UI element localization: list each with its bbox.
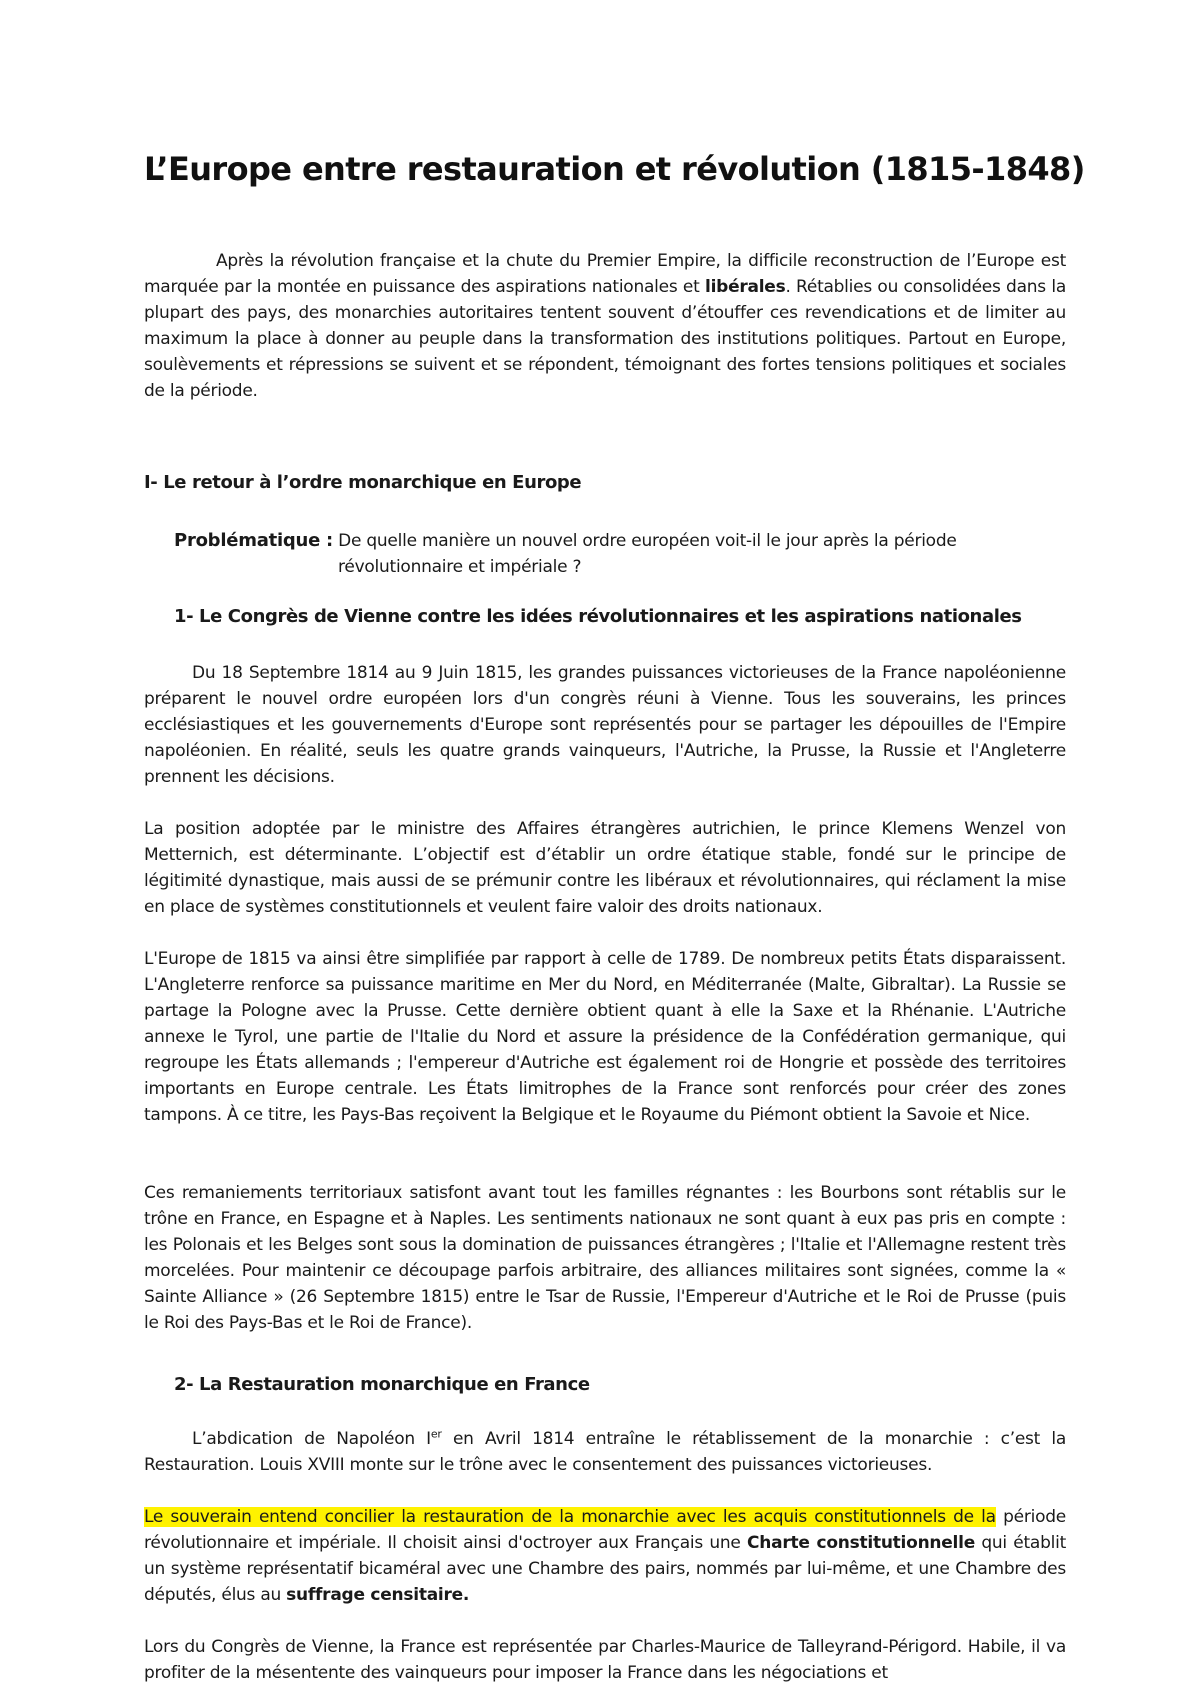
- highlighted-text: Le souverain entend concilier la restauration de la monarchie avec les acquis constitutionnels de la: [144, 1507, 996, 1527]
- restauration-text-2b: qui établit un système représentatif bicaméral avec une Chambre des pairs, nommés par lui-même, et une Chambre des députés, élus au: [144, 1533, 1066, 1605]
- document-title: L’Europe entre restauration et révolution (1815-1848): [144, 150, 1085, 188]
- problematique-label: Problématique :: [174, 530, 333, 551]
- subsection-heading-2: 2- La Restauration monarchique en France: [174, 1374, 590, 1395]
- restauration-text-1a: L’abdication de Napoléon I: [192, 1429, 431, 1449]
- intro-paragraph: [144, 248, 1066, 404]
- intro-text-2: . Rétablies ou consolidées dans la plupart des pays, des monarchies autoritaires tentent souvent d’étouffer ces revendications et de limiter au maximum la place à donner au peuple dans la transformation des institutions politiques. Partout en Europe, soulèvements et répressions se suivent et se répondent, témoignant des fortes tensions politiques et sociales de la période.: [144, 277, 1067, 401]
- restauration-text-2a: période révolutionnaire et impériale. Il choisit ainsi d'octroyer aux Français une: [144, 1507, 1066, 1553]
- superscript-er: er: [430, 1427, 442, 1441]
- vienna-paragraph-3: L'Europe de 1815 va ainsi être simplifiée par rapport à celle de 1789. De nombreux petits États disparaissent. L'Angleterre renforce sa puissance maritime en Mer du Nord, en Méditerranée (Malte, Gibraltar). La Russie se partage la Pologne avec la Prusse. Cette dernière obtient quant à elle la Saxe et la Rhénanie. L'Autriche annexe le Tyrol, une partie de l'Italie du Nord et assure la présidence de la Confédération germanique, qui regroupe les États allemands ; l'empereur d'Autriche est également roi de Hongrie et possède des territoires importants en Europe centrale. Les États limitrophes de la France sont renforcés pour créer des zones tampons. À ce titre, les Pays-Bas reçoivent la Belgique et le Royaume du Piémont obtient la Savoie et Nice.: [144, 949, 1066, 1125]
- restauration-paragraph-3: Lors du Congrès de Vienne, la France est représentée par Charles-Maurice de Talleyrand-Périgord. Habile, il va profiter de la mésentente des vainqueurs pour imposer la France dans les négociations et: [144, 1637, 1066, 1683]
- vienna-paragraph-4: Ces remaniements territoriaux satisfont avant tout les familles régnantes : les Bourbons sont rétablis sur le trône en France, en Espagne et à Naples. Les sentiments nationaux ne sont quant à eux pas pris en compte : les Polonais et les Belges sont sous la domination de puissances étrangères ; l'Italie et l'Allemagne restent très morcelées. Pour maintenir ce découpage parfois arbitraire, des alliances militaires sont signées, comme la « Sainte Alliance » (26 Septembre 1815) entre le Tsar de Russie, l'Empereur d'Autriche et le Roi de Prusse (puis le Roi des Pays-Bas et le Roi de France).: [144, 1183, 1066, 1333]
- subsection-heading-1: 1- Le Congrès de Vienne contre les idées révolutionnaires et les aspirations nationales: [174, 606, 1022, 627]
- section-heading-1: I- Le retour à l’ordre monarchique en Europe: [144, 472, 582, 493]
- intro-text-1: Après la révolution française et la chute du Premier Empire, la difficile reconstruction de l’Europe est marquée par la montée en puissance des aspirations nationales et: [144, 251, 1066, 297]
- restauration-paragraph-1: [144, 1426, 1066, 1478]
- problematique-text-line1: De quelle manière un nouvel ordre européen voit-il le jour après la période: [333, 531, 957, 551]
- problematique-text-line2: révolutionnaire et impériale ?: [338, 557, 582, 577]
- bold-suffrage-censitaire: suffrage censitaire.: [286, 1585, 470, 1605]
- restauration-paragraph-2: [144, 1504, 1066, 1608]
- vienna-paragraph-1: Du 18 Septembre 1814 au 9 Juin 1815, les grandes puissances victorieuses de la France napoléonienne préparent le nouvel ordre européen lors d'un congrès réuni à Vienne. Tous les souverains, les princes ecclésiastiques et les gouvernements d'Europe sont représentés pour se partager les dépouilles de l'Empire napoléonien. En réalité, seuls les quatre grands vainqueurs, l'Autriche, la Prusse, la Russie et l'Angleterre prennent les décisions.: [144, 663, 1066, 787]
- problematique-block: [174, 528, 1034, 580]
- vienna-paragraph-2: La position adoptée par le ministre des Affaires étrangères autrichien, le prince Klemens Wenzel von Metternich, est déterminante. L’objectif est d’établir un ordre étatique stable, fondé sur le principe de légitimité dynastique, mais aussi de se prémunir contre les libéraux et révolutionnaires, qui réclament la mise en place de systèmes constitutionnels et veulent faire valoir des droits nationaux.: [144, 819, 1066, 917]
- restauration-text-1b: en Avril 1814 entraîne le rétablissement de la monarchie : c’est la Restauration. Louis XVIII monte sur le trône avec le consentement des puissances victorieuses.: [144, 1429, 1066, 1475]
- intro-bold-liberales: libérales: [705, 277, 786, 297]
- bold-charte-constitutionnelle: Charte constitutionnelle: [747, 1533, 975, 1553]
